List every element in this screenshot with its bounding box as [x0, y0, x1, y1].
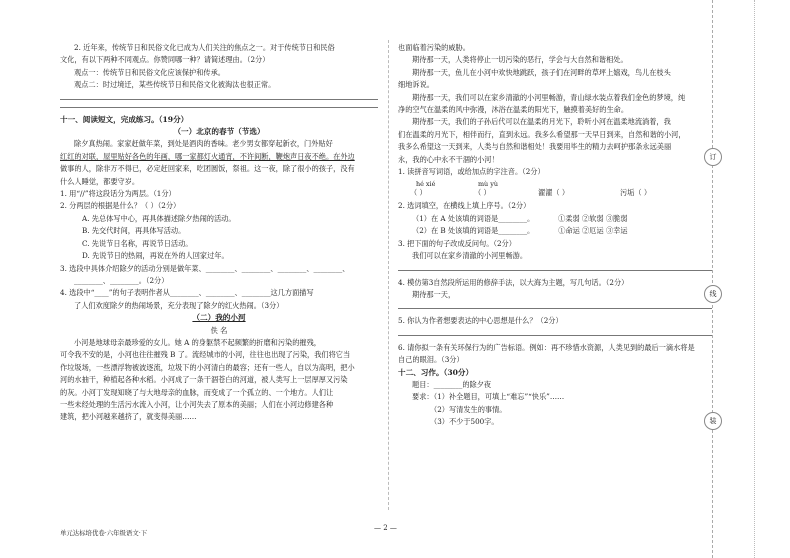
page-edge [754, 0, 781, 558]
option-a: A. 先总体写中心，再具体描述除夕热闹的活动。 [82, 213, 236, 223]
passage-2-line: 作垃圾场，一些漂浮物被波逐流，垃圾下的小河清白的最容；还有一些人，自以为高明，把小 [60, 362, 355, 372]
passage-2-line: 小河是地球母亲最珍爱的女儿。她 A 的身躯禁不起频繁的折磨和污染的摧残， [74, 337, 321, 347]
passage-2-cont: 们在温柔的月光下，相伴而行，直到永远。我多么希望那一天早日到来，自然和谐的小河， [398, 129, 686, 139]
essay-requirement-1: 要求：（1）补全题目，可填上“难忘”“快乐”…… [412, 392, 565, 402]
q2b-options: ①命运 ②厄运 ③幸运 [558, 226, 628, 236]
passage-2-title: （二）我的小河 [192, 313, 246, 323]
passage-2-line: 一些未经处理的生活污水流入小河，让小河失去了原本的美丽；人们在小河边修建各种 [60, 399, 334, 409]
section-11-title: 十一、阅读短文，完成练习。（19分） [60, 114, 189, 124]
footer-series: 单元达标培优卷·六年级语文·下 [60, 529, 148, 537]
binding-ring-zhuang: 装 [704, 412, 722, 430]
passage-1-line: 什么人睡觉，都要守岁。 [60, 176, 140, 186]
column-divider [388, 40, 389, 510]
passage-2-line: 可令我不安的是，小河也往往摧残 B 了。流经城市的小河，往往也出现了污染，我们将它当 [60, 350, 351, 360]
section-12-title: 十二、习作。（30分） [398, 367, 474, 377]
question-r1: 1. 读拼音写词语，或给加点的字注音。（2分） [398, 167, 545, 177]
q2a-text: （1）在 A 处该填的词语是________。 [412, 213, 535, 223]
question-r5: 5. 你认为作者想要表达的中心思想是什么？（2分） [398, 316, 563, 326]
question-r2a [398, 213, 712, 225]
blank-4[interactable]: 污垢（ ） [620, 188, 652, 198]
passage-2-cont: 也面临着污染的威胁。 [398, 43, 470, 52]
passage-2-line: 的灰。小河丁发现知晓了与大地母亲的血脉，而变成了一个孤立的、一个地方。人们让 [60, 387, 334, 397]
q4-start: 期待那一天， [412, 289, 456, 299]
pinyin-1: hé xié [416, 180, 436, 189]
binding-line [709, 0, 733, 558]
passage-2-cont: 我多么希望这一天到来，人类与自然和谐相处！我要用毕生的精力去呵护那条永远美丽 [398, 142, 672, 152]
left-column [60, 42, 378, 424]
q2-line-1: 2. 近年来，传统节日和民俗文化已成为人们关注的焦点之一。对于传统节日和民俗 [74, 43, 335, 52]
q2a-options: ①柔弱 ②软弱 ③脆弱 [558, 213, 628, 223]
q2-view-2: 观点二：时过境迁，某些传统节日和民俗文化被淘汰也很正常。 [74, 80, 276, 90]
blank-3[interactable]: 濯濯（ ） [538, 188, 570, 198]
question-1: 1. 用“//”将这段话分为两层。（1分） [60, 189, 176, 199]
q2-line-2: 文化，有以下两种不同观点。你赞同哪一种？请简述理由。（2分） [60, 55, 270, 65]
passage-1-title: （一）北京的春节（节选） [173, 127, 265, 137]
binding-ring-xian: 线 [704, 285, 722, 303]
blank-1[interactable]: （ ） [410, 188, 427, 198]
question-r3: 3. 把下面的句子改成反问句。（2分） [398, 238, 516, 248]
passage-2-cont: 期待那一天，鱼儿在小河中欢快地跳跃，孩子们在河畔的草坪上嬉戏，鸟儿在枝头 [412, 67, 671, 77]
question-r4: 4. 模仿第3自然段所运用的修辞手法，以大海为主题，写几句话。（2分） [398, 277, 629, 287]
blank-2[interactable]: （ ） [474, 188, 491, 198]
question-r6: 6. 请你拟一条有关环保行为的广告标语。例如：再不珍惜水资源，人类见到的最后一滴水将是 [398, 342, 695, 352]
passage-2-cont: 期待那一天，人类将停止一切污染的恶行，学会与大自然和谐相处。 [412, 55, 628, 65]
question-3: 3. 选段中具体介绍除夕的活动分别是做年菜、________、________、________、________、 [60, 263, 350, 273]
answer-line [60, 99, 378, 100]
pinyin-row [398, 178, 712, 200]
passage-2-author: 佚 名 [210, 325, 228, 335]
option-b: B. 先交代时间，再具体写活动。 [82, 226, 186, 236]
binding-ring-ding: 订 [704, 148, 722, 166]
pinyin-2: mù yù [478, 180, 498, 189]
passage-2-cont: 期待那一天，我们可以在家乡清澈的小河里畅游，青山绿水装点着我们金色的梦境，纯 [412, 92, 686, 102]
question-r6-cont: 自己的眼泪。（3分） [398, 355, 464, 365]
passage-2-line: 建筑，把小河越来越挤了，就变得美丽…… [60, 412, 197, 422]
question-3-cont: ________、________。（2分） [74, 275, 169, 285]
question-r2: 2. 选词填空，在横线上填上序号。（2分） [398, 201, 531, 211]
passage-1-line: 除夕真热闹。家家赶做年菜，到处是酒肉的香味。老少男女都穿起新衣，门外贴好 [74, 139, 333, 149]
q3-sentence: 我们可以在家乡清澈的小河里畅游。 [412, 251, 528, 261]
passage-2-cont: 期待那一天，我们的子孙后代可以在温柔的月光下，聆听小河在温柔地流淌着，我 [412, 117, 671, 127]
answer-line [398, 335, 712, 336]
question-2: 2. 分两层的根据是什么？（ ）（2分） [60, 201, 181, 211]
passage-1-line: 做事的人，除非万不得已，必定赶回家来，吃团圆饭，祭祖。这一夜，除了很小的孩子，没有 [60, 164, 355, 174]
question-4: 4. 选段中“____”的句子表明作者从________、________、________这几方面描写 [60, 288, 314, 298]
question-4-cont: 了人们欢度除夕的热闹场景，充分表现了除夕的红火热闹。（3分） [74, 300, 284, 310]
answer-line [398, 270, 712, 271]
right-column [398, 42, 712, 429]
question-r2b [398, 225, 712, 237]
q2-view-1: 观点一：传统节日和民俗文化应该保护和传承。 [74, 67, 225, 77]
option-d: D. 先说节日的热闹，再说在外的人回家过年。 [82, 251, 229, 261]
essay-requirement-3: （3）不少于500字。 [430, 417, 499, 427]
passage-2-cont: 细地诉说。 [398, 80, 434, 90]
essay-requirement-2: （2）写清发生的事情。 [430, 404, 507, 414]
q2b-text: （2）在 B 处该填的词语是________。 [412, 226, 535, 236]
essay-title: 题目：________的除夕夜 [412, 379, 492, 389]
passage-2-cont: 净的空气在温柔的风中弥漫，沐浴在温柔的阳光下，触摸着美好的生命。 [398, 105, 629, 115]
passage-2-cont: 永，我的心中永不干涸的小河！ [398, 154, 499, 164]
option-c: C. 先说节日名称，再说节日活动。 [82, 238, 193, 248]
passage-1-line: 红红的对联，屋里贴好各色的年画，哪一家都灯火通宵，不许间断，鞭炮声日夜不绝。在外边 [60, 151, 355, 161]
page-number: — 2 — [374, 524, 397, 532]
answer-line [60, 107, 378, 108]
passage-2-line: 河的水抽干，种植起各种水稻。小河成了一条干涸苍白的河道，被人类写上一层厚厚又污染 [60, 375, 348, 385]
answer-line [398, 308, 712, 309]
